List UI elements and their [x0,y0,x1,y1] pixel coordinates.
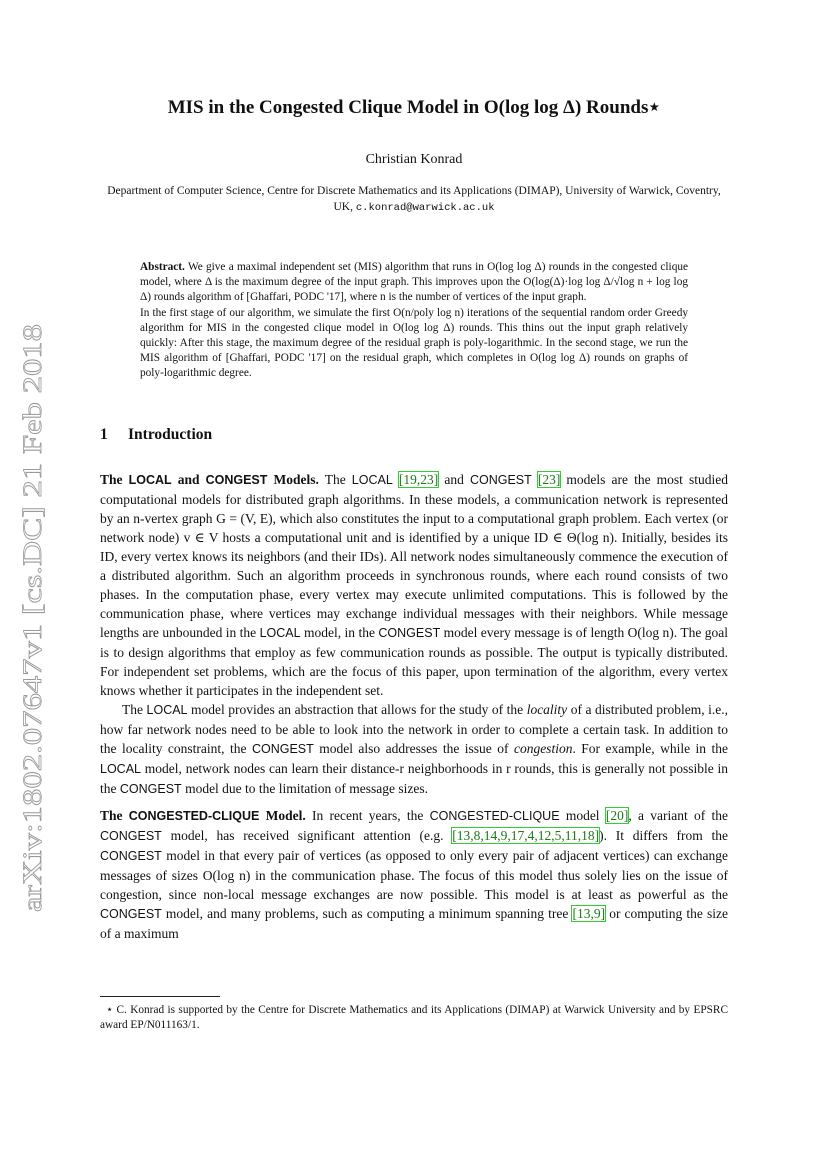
citation-link[interactable]: [13,8,14,9,17,4,12,5,11,18] [452,828,600,843]
author-email: c.konrad@warwick.ac.uk [355,202,495,214]
footnote [100,1003,728,1033]
paragraph-models: The LOCAL and CONGEST Models. The LOCAL [19,23] and CONGEST [23] models are the most studied computational models for distributed graph algorithms. In these models, a communication network is represented by an n-vertex graph G = (V, E), which also constitutes the input to a computational graph problem. Each vertex (or network node) v ∈ V hosts a computational unit and is identified by a unique ID ∈ Θ(log n). Initially, besides its ID, every vertex knows its neighbors (and their IDs). All network nodes simultaneously commence the execution of a distributed algorithm. Such an algorithm proceeds in synchronous rounds, where each round consists of two phases. In the computation phase, every vertex may execute unlimited computations. This is followed by the communication phase, where vertices may exchange individual messages with their neighbors. While message lengths are unbounded in the LOCAL model, in the CONGEST model every message is of length O(log n). The goal is to design algorithms that employ as few communication rounds as possible. The output is typically distributed. For independent set problems, which are the focus of this paper, upon termination of the algorithm, every vertex knows whether it participates in the independent set. [100,472,728,698]
citation-link[interactable]: [19,23] [398,472,439,487]
footnote-rule [100,996,220,997]
paragraph-congested-clique: The CONGESTED-CLIQUE Model. In recent years, the CONGESTED-CLIQUE model [20], a variant of the CONGEST model, has received significant attention (e.g. [13,8,14,9,17,4,12,5,11,18]). It differs from the CONGEST model in that every pair of vertices (as opposed to only every pair of adjacent vertices) can exchange messages of sizes O(log n) in the communication phase. The focus of this model thus solely lies on the issue of congestion, since non-local message exchanges are now possible. This model is at least as powerful as the CONGEST model, and many problems, such as computing a minimum spanning tree [13,9] or computing the size of a maximum [100,808,728,941]
section-heading [100,426,212,444]
runin-heading-clique: The CONGESTED-CLIQUE Model. [100,808,306,823]
citation-link[interactable]: [13,9] [572,906,606,921]
affiliation-text: Department of Computer Science, Centre for Discrete Mathematics and its Applications (DIMAP), University of Warwick, Coventry, UK, [107,185,721,213]
citation-link[interactable]: [23] [537,472,561,487]
runin-heading-models: The LOCAL and CONGEST Models. [100,472,319,487]
arxiv-stamp [14,322,48,912]
abstract [140,260,688,382]
author-affiliation [100,183,728,216]
abstract-label: Abstract. [140,261,185,273]
body-text [100,470,728,943]
abstract-paragraph-2: In the first stage of our algorithm, we simulate the first O(n/poly log n) iterations of the sequential random order Greedy algorithm for MIS in the congested clique model in O(log log Δ) rounds. This thins out the input graph relatively quickly: After this stage, the maximum degree of the residual graph is poly-logarithmic. In the second stage, we run the MIS algorithm of [Ghaffari, PODC '17] on the residual graph, which completes in O(log log Δ) rounds on graphs of poly-logarithmic degree. [140,306,688,380]
paper-title: MIS in the Congested Clique Model in O(log log Δ) Rounds⋆ [167,97,661,118]
citation-link[interactable]: [20] [605,808,629,823]
section-number: 1 [100,426,108,443]
paragraph-locality: The LOCAL model provides an abstraction that allows for the study of the locality of a distributed problem, i.e., how far network nodes need to be able to look into the network in order to complete a certain task. In addition to the locality constraint, the CONGEST model also addresses the issue of congestion. For example, while in the LOCAL model, network nodes can learn their distance-r neighborhoods in r rounds, this is generally not possible in the CONGEST model due to the limitation of message sizes. [100,702,729,796]
author-name: Christian Konrad [365,152,463,167]
abstract-paragraph-1: We give a maximal independent set (MIS) algorithm that runs in O(log log Δ) rounds in the congested clique model, where Δ is the maximum degree of the input graph. This improves upon the O(log(Δ)·log log Δ/√log n + log log Δ) rounds algorithm of [Ghaffari, PODC '17], where n is the number of vertices of the input graph. [140,261,689,304]
footnote-text: ⋆ C. Konrad is supported by the Centre for Discrete Mathematics and its Applications (DIMAP) at Warwick University and by EPSRC award EP/N011163/1. [100,1004,728,1031]
arxiv-stamp-text: arXiv:1802.07647v1 [cs.DC] 21 Feb 2018 [18,471,47,912]
section-title: Introduction [128,426,213,443]
